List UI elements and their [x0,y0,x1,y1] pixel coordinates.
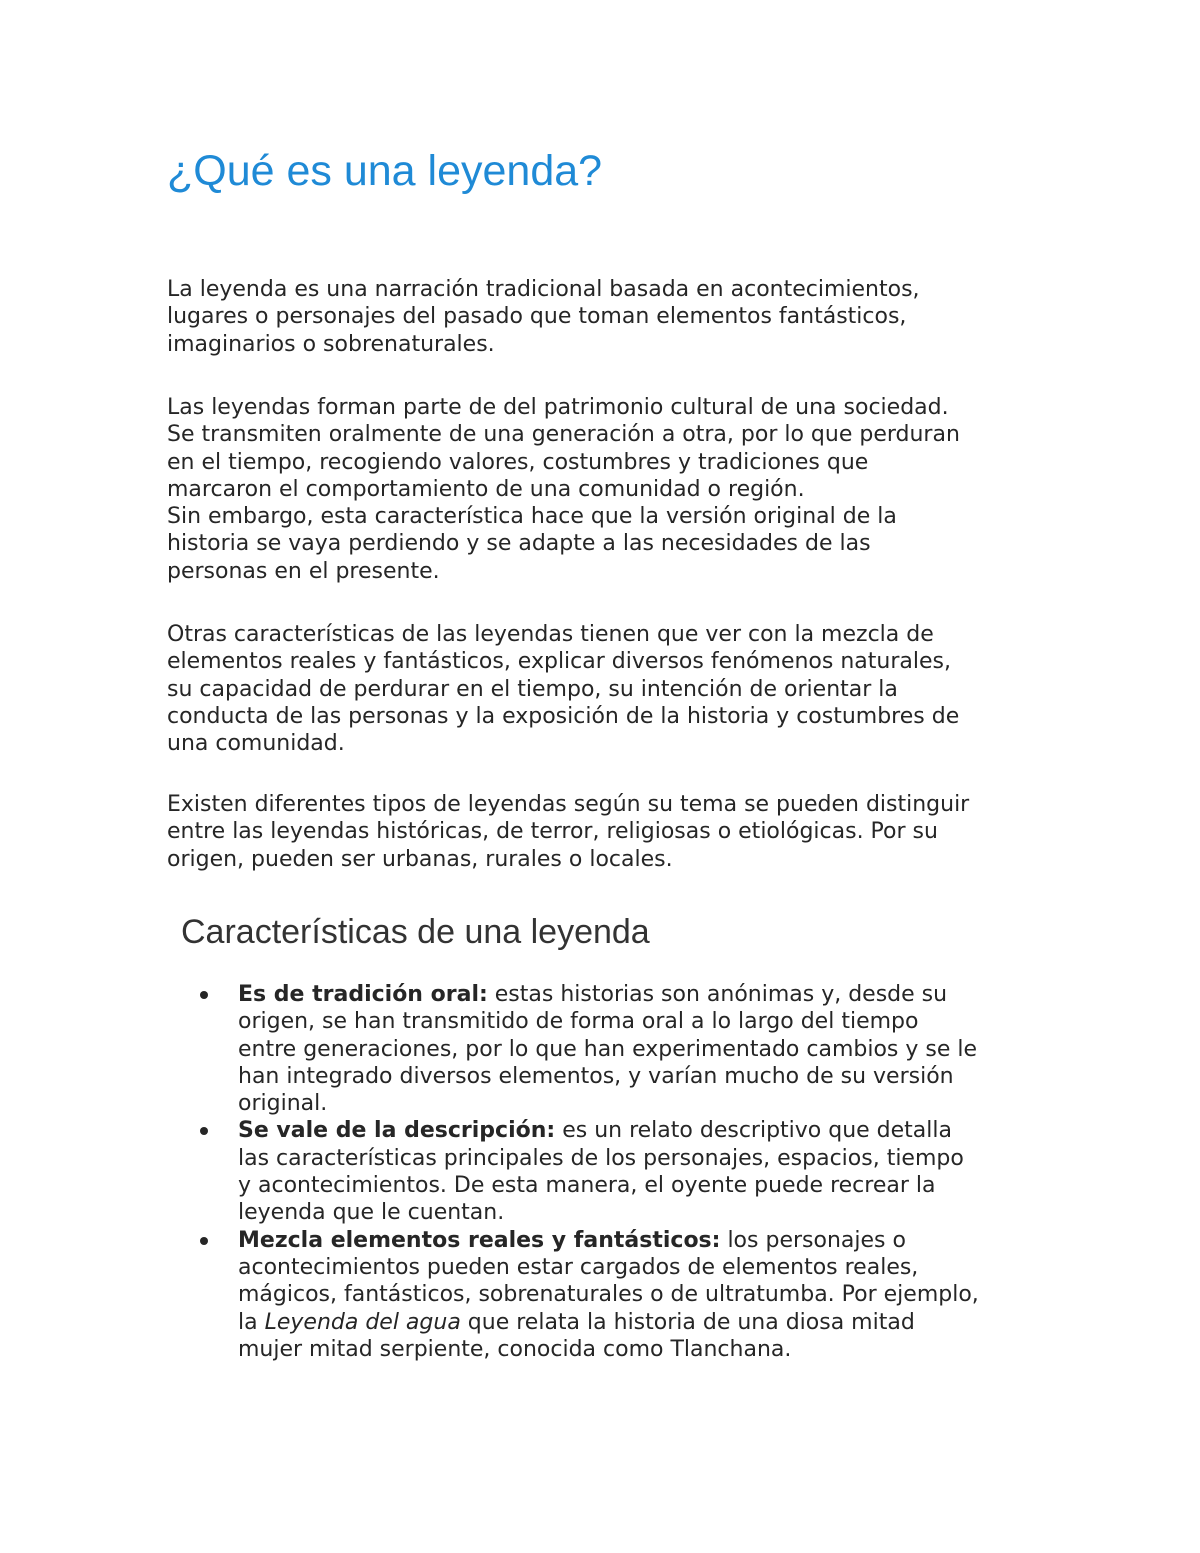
paragraph-line: marcaron el comportamiento de una comunidad o región. [167,476,805,502]
list-item-line [238,1309,1038,1336]
list-item-line: y acontecimientos. De esta manera, el oyente puede recrear la [238,1173,936,1199]
list-item-text: que relata la historia de una diosa mitad [460,1309,915,1335]
paragraph-line: Se transmiten oralmente de una generación a otra, por lo que perduran [167,422,960,448]
legend-title-italic: Leyenda del agua [264,1309,461,1335]
paragraph-line: conducta de las personas y la exposición de la historia y costumbres de [167,703,960,729]
list-item-term: Se vale de la descripción: [238,1118,556,1144]
paragraph-types [167,791,1067,873]
paragraph-line: Existen diferentes tipos de leyendas según su tema se pueden distinguir [167,792,970,817]
paragraph-line: su capacidad de perdurar en el tiempo, su intención de orientar la [167,676,898,702]
list-item-line [238,1117,1038,1144]
paragraph-definition [167,276,1067,358]
paragraph-line: origen, pueden ser urbanas, rurales o locales. [167,846,673,872]
list-item [238,1227,1038,1363]
list-item-line: acontecimientos pueden estar cargados de elementos reales, [238,1254,919,1280]
section-heading: Características de una leyenda [181,913,650,951]
list-item-line: original. [238,1091,328,1117]
list-item-term: Es de tradición oral: [238,982,488,1007]
list-item-line [238,1227,1038,1254]
list-item-text: estas historias son anónimas y, desde su [487,982,948,1007]
characteristics-list [238,981,1038,1363]
paragraph-cultural-heritage [167,394,1067,585]
list-item-term: Mezcla elementos reales y fantásticos: [238,1227,721,1253]
paragraph-line: Sin embargo, esta característica hace que la versión original de la [167,504,897,530]
list-item-text: los personajes o [720,1227,906,1253]
list-item-line: mágicos, fantásticos, sobrenaturales o de ultratumba. Por ejemplo, [238,1282,979,1308]
paragraph-line: historia se vaya perdiendo y se adapte a las necesidades de las [167,531,871,557]
document-title: ¿Qué es una leyenda? [167,147,603,195]
list-item-line: han integrado diversos elementos, y varían mucho de su versión [238,1063,954,1089]
list-item-text: la [238,1309,265,1335]
list-item [238,981,1038,1117]
paragraph-line: entre las leyendas históricas, de terror, religiosas o etiológicas. Por su [167,819,938,845]
bullet-icon [200,1237,208,1245]
list-item-line: las características principales de los personajes, espacios, tiempo [238,1145,964,1171]
paragraph-line: en el tiempo, recogiendo valores, costumbres y tradiciones que [167,449,869,475]
bullet-icon [200,991,208,999]
list-item [238,1117,1038,1226]
paragraph-line: personas en el presente. [167,558,440,584]
paragraph-line: lugares o personajes del pasado que toman elementos fantásticos, [167,304,907,330]
list-item-text: es un relato descriptivo que detalla [555,1118,952,1144]
list-item-line: leyenda que le cuentan. [238,1200,505,1226]
list-item-line [238,981,1038,1008]
paragraph-line: Las leyendas forman parte de del patrimonio cultural de una sociedad. [167,395,949,420]
list-item-line: mujer mitad serpiente, conocida como Tlanchana. [238,1336,792,1362]
paragraph-line: imaginarios o sobrenaturales. [167,331,495,357]
paragraph-line: una comunidad. [167,731,345,757]
paragraph-line: La leyenda es una narración tradicional basada en acontecimientos, [167,277,920,302]
paragraph-other-characteristics [167,621,1067,757]
list-item-line: origen, se han transmitido de forma oral a lo largo del tiempo [238,1009,919,1035]
bullet-icon [200,1127,208,1135]
list-item-line: entre generaciones, por lo que han experimentado cambios y se le [238,1036,978,1062]
paragraph-line: Otras características de las leyendas tienen que ver con la mezcla de [167,622,934,647]
paragraph-line: elementos reales y fantásticos, explicar diversos fenómenos naturales, [167,649,951,675]
